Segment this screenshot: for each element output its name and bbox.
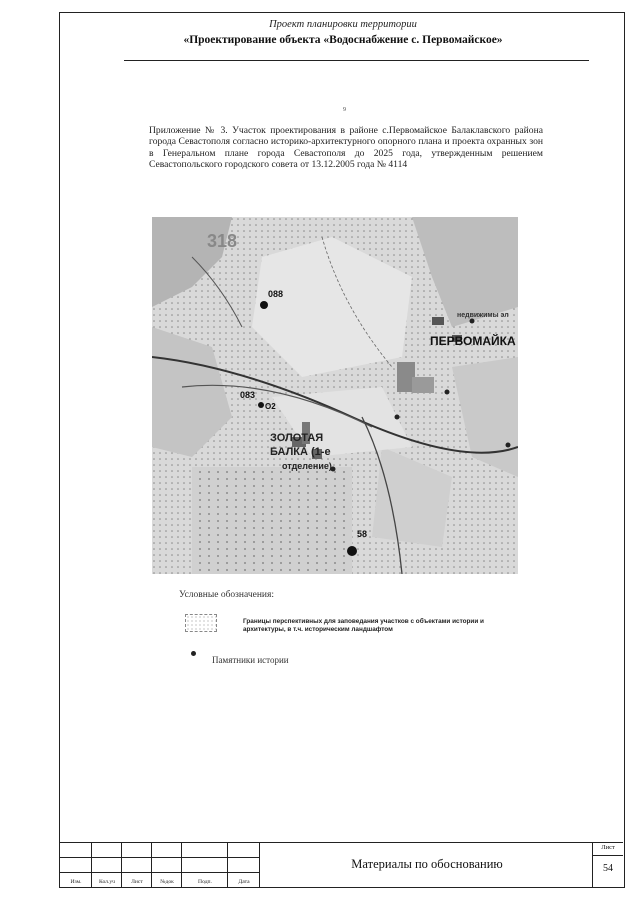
map-label-o2: О2 [265,402,276,411]
map-image [152,217,518,574]
stamp-col-label: Кол.уч [99,879,115,885]
site-map [152,217,518,574]
title-block [60,842,623,887]
legend-boundary-text: Границы перспективных для заповедания участков с объектами истории и архитектуры, в т.ч. историческим ландшафтом [243,618,484,633]
sheet-box-divider [593,855,623,856]
legend-monument-text: Памятники истории [212,655,289,665]
legend-title: Условные обозначения: [179,590,275,600]
stamp-col-label: Изм. [70,879,82,885]
header-divider [124,60,589,61]
stamp-row-line-2 [60,872,260,873]
stamp-col-label: №док [160,879,174,885]
document-subtitle: Проект планировки территории [269,19,417,30]
document-title: «Проектирование объекта «Водоснабжение с. Первомайское» [183,34,503,46]
appendix-caption: Приложение № 3. Участок проектирования в районе с.Первомайское Балаклавского района города Севастополя согласно историко-архитектурного опорного плана и проекта охранных зон в Генеральном плане города Севастополя до 2025 года, утвержденным решением Севастопольского городского совета от 13.12.2005 года № 4114 [149,125,543,171]
map-label-top-right: недвижимы эл [457,312,509,319]
map-label-083: 083 [240,390,256,400]
map-label-318: 318 [207,231,238,251]
map-label-village: ПЕРВОМАЙКА [430,334,516,348]
map-label-58: 58 [357,529,368,539]
stamp-col-label: Дата [238,879,250,885]
legend-monument-icon [191,651,196,656]
stamp-row-line-1 [60,857,260,858]
page-marker: 9 [343,107,346,113]
map-label-settlement-1: ЗОЛОТАЯ [270,432,324,444]
sheet-label: Лист [601,844,615,851]
page-frame [59,12,625,888]
stamp-col-label: Лист [131,879,143,885]
map-label-088: 088 [268,289,284,299]
sheet-number: 54 [603,863,613,874]
map-label-settlement-2: БАЛКА (1-е [270,446,331,458]
stamp-col-label: Подп. [198,879,212,885]
map-label-settlement-3: отделение) [282,461,332,471]
stamp-document-title: Материалы по обоснованию [351,857,503,871]
legend-boundary-swatch [185,614,217,632]
